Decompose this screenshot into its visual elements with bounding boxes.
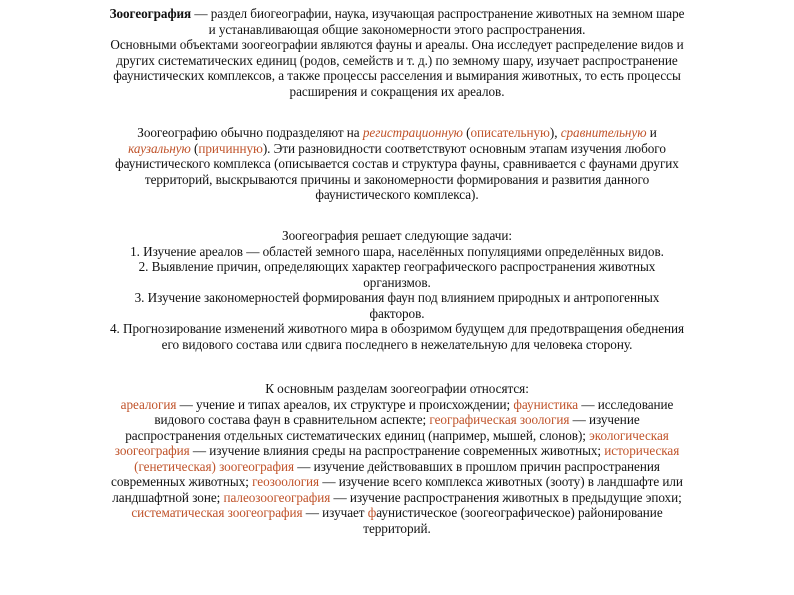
sections-text: ландшафтной зоне; (112, 489, 224, 505)
link-comparative[interactable]: сравнительную (560, 125, 647, 140)
intro-line-4: других систематических единиц (родов, семейств и т. д.) по земному шару, изучает распространение (116, 52, 678, 68)
sections-text: — изучение действовавших в прошлом причин распространения (294, 458, 660, 474)
link-ecological-zoogeography[interactable]: зоогеография (114, 443, 190, 458)
sections-line-7 (28, 474, 766, 490)
link-systematic-zoogeography[interactable]: систематическая зоогеография (131, 505, 303, 520)
sections-text: современных животных; (111, 474, 253, 489)
task-item-1: 1. Изучение ареалов — областей земного шара, населённых популяциями определённых видов. (130, 243, 664, 259)
sections-line-6 (28, 459, 766, 475)
term-zoogeography: Зоогеография (109, 6, 192, 21)
intro-text: — раздел биогеографии, наука, изучающая распространение животных на земном шаре (191, 6, 685, 21)
intro-line-5: фаунистических комплексов, а также процессы расселения и вымирания животных, то есть процессы (113, 68, 681, 83)
sections-line-10: территорий. (363, 520, 431, 536)
link-descriptive[interactable]: описательную (470, 125, 550, 140)
link-paleozoogeography[interactable]: палеозоогеография (223, 489, 331, 505)
types-text: ). Эти разновидности соответствуют основным этапам изучения любого (262, 140, 666, 156)
task-item-3-cont: факторов. (369, 305, 425, 321)
link-geozoology[interactable]: геозоология (252, 474, 320, 489)
types-text: Зоогеографию обычно подразделяют на (137, 125, 363, 140)
task-item-3: 3. Изучение закономерностей формирования фаун под влиянием природных и антропогенных (134, 290, 660, 305)
sections-text: — исследование (578, 396, 674, 412)
types-line-4: территорий, выскрываются причины и закономерности формирования и развития данного (144, 171, 650, 187)
link-registration[interactable]: регистрационную (362, 125, 463, 140)
sections-text: распространения отдельных систематических единиц (например, мышей, слонов); (125, 427, 590, 443)
sections-text: аунистическое (зоогеографическое) районирование (376, 505, 663, 520)
link-causal-alt[interactable]: причинную (198, 140, 263, 156)
link-historical[interactable]: историческая (604, 443, 680, 458)
types-paragraph (28, 125, 766, 203)
intro-line-1 (28, 6, 766, 22)
intro-line-3: Основными объектами зоогеографии являются фауны и ареалы. Она исследует распределение видов и (110, 37, 684, 52)
types-text: ), (549, 125, 561, 140)
types-text: ( (190, 140, 199, 156)
types-text: и (646, 125, 657, 140)
sections-line-3 (28, 412, 766, 428)
sections-line-4 (28, 428, 766, 444)
sections-text: — изучение распространения животных в предыдущие эпохи; (330, 489, 682, 505)
link-ecological[interactable]: экологическая (589, 427, 669, 443)
sections-text: — изучает (302, 505, 368, 520)
link-faunistic-regionalization[interactable]: ф (367, 505, 377, 520)
link-geographic-zoology[interactable]: географическая зоология (429, 412, 570, 427)
intro-line-6: расширения и сокращения их ареалов. (289, 83, 505, 99)
sections-text: — изучение всего комплекса животных (зооту) в ландшафте или (319, 474, 683, 489)
tasks-paragraph (28, 228, 766, 352)
link-causal[interactable]: каузальную (128, 140, 191, 156)
sections-text: — изучение влияния среды на распространение современных животных; (189, 443, 605, 458)
sections-paragraph (28, 381, 766, 536)
types-text: ( (462, 125, 471, 140)
link-faunistics[interactable]: фаунистика (513, 396, 579, 412)
task-item-4-cont: его видового состава или сдвига последнего в нежелательную для человека сторону. (161, 336, 633, 352)
sections-line-8 (28, 490, 766, 506)
link-arealogy[interactable]: ареалогия (120, 396, 177, 412)
types-line-1 (28, 125, 766, 141)
sections-heading: К основным разделам зоогеографии относятся: (265, 381, 529, 396)
types-line-2 (28, 141, 766, 157)
sections-text: — изучение (569, 412, 640, 427)
sections-line-9 (28, 505, 766, 521)
types-line-5: фаунистического комплекса). (315, 187, 479, 202)
task-item-2: 2. Выявление причин, определяющих характер географического распространения животных (138, 259, 656, 274)
sections-text: видового состава фаун в сравнительном аспекте; (154, 412, 430, 427)
sections-line-5 (28, 443, 766, 459)
tasks-heading: Зоогеография решает следующие задачи: (282, 228, 512, 243)
task-item-2-cont: организмов. (363, 274, 431, 290)
intro-paragraph (28, 6, 766, 99)
link-genetic-zoogeography[interactable]: (генетическая) зоогеография (134, 458, 294, 474)
sections-text: — учение и типах ареалов, их структуре и происхождении; (176, 396, 514, 412)
sections-line-2 (28, 397, 766, 413)
intro-line-2: и устанавливающая общие закономерности этого распространения. (208, 21, 586, 37)
task-item-4: 4. Прогнозирование изменений животного мира в обозримом будущем для предотвращения обеднения (109, 321, 685, 336)
types-line-3: фаунистического комплекса (описывается состав и структура фауны, сравнивается с фаунами других (115, 156, 679, 171)
